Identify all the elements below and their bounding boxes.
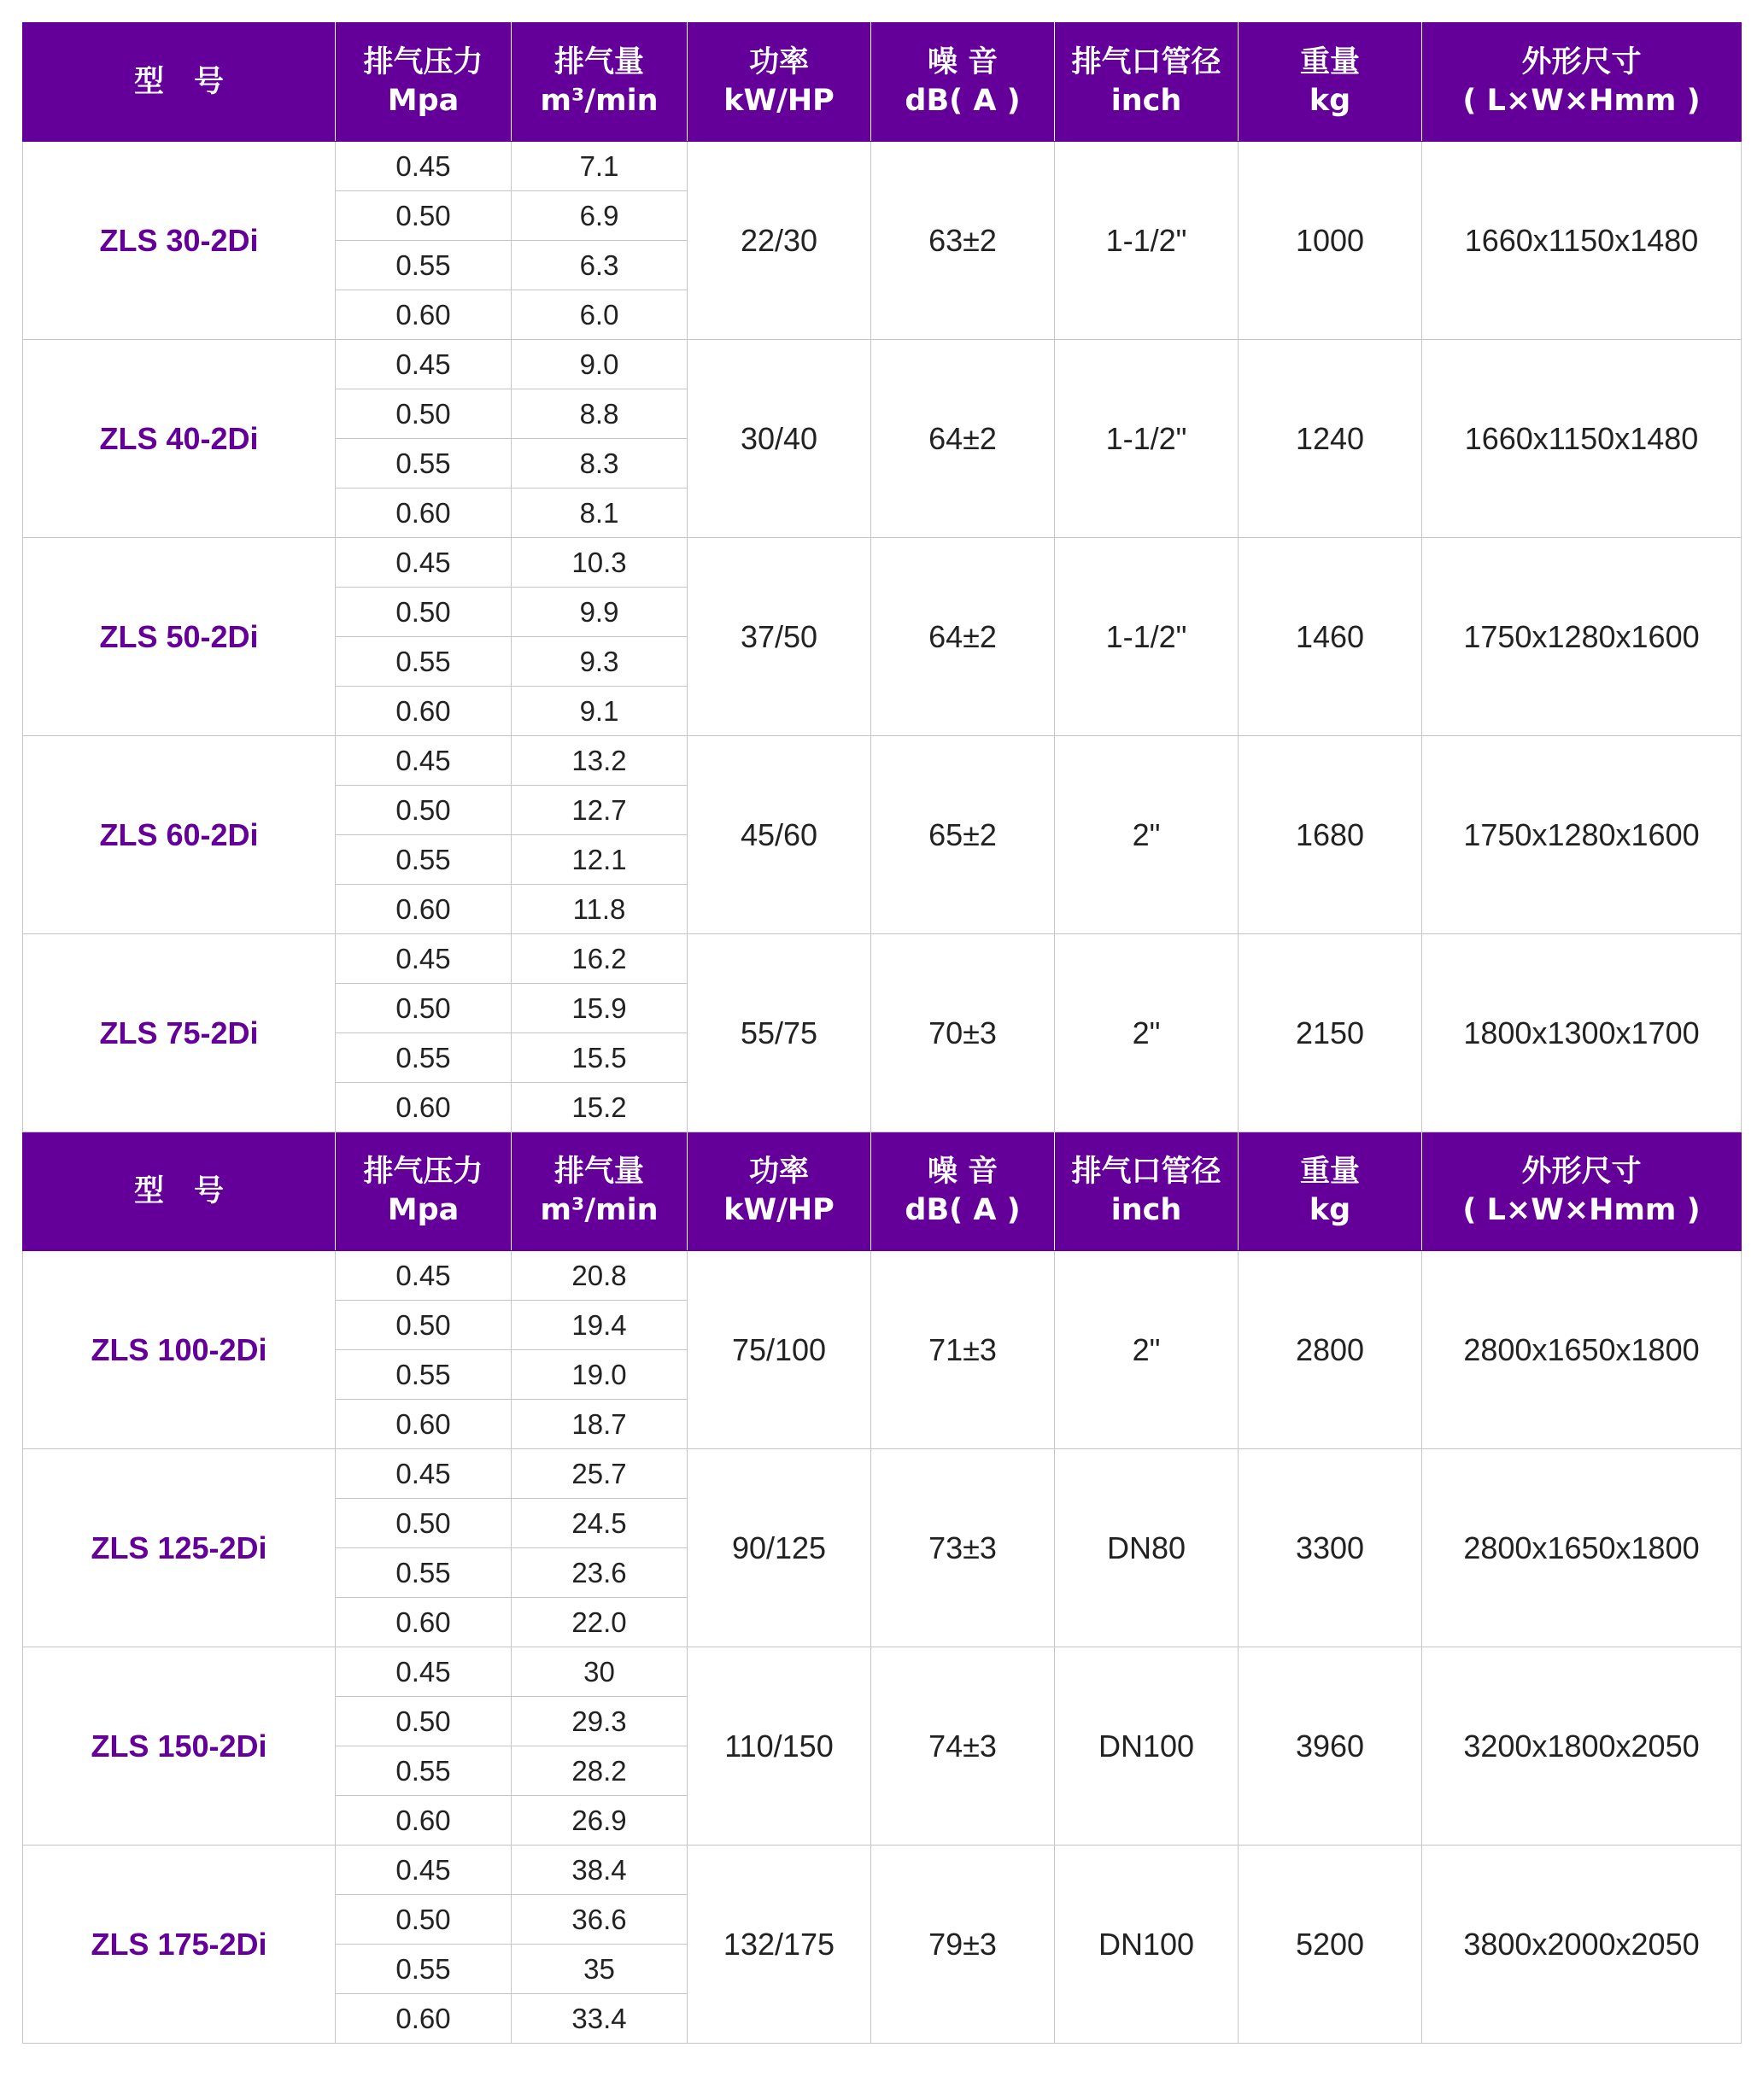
header-flow (512, 1132, 688, 1251)
power-cell: 30/40 (688, 340, 871, 538)
table-row (23, 340, 1742, 389)
dimensions-cell: 3800x2000x2050 (1422, 1846, 1742, 2044)
outlet-cell: 2" (1055, 736, 1239, 934)
flow-cell: 26.9 (512, 1796, 688, 1846)
flow-cell: 25.7 (512, 1449, 688, 1499)
pressure-cell: 0.60 (336, 1400, 512, 1449)
pressure-cell: 0.45 (336, 1846, 512, 1895)
pressure-cell: 0.55 (336, 835, 512, 885)
flow-cell: 19.0 (512, 1350, 688, 1400)
header-noise (871, 23, 1055, 142)
pressure-cell: 0.45 (336, 1251, 512, 1301)
pressure-cell: 0.55 (336, 439, 512, 488)
header-unit: m³/min (540, 1193, 659, 1227)
flow-cell: 8.3 (512, 439, 688, 488)
pressure-cell: 0.50 (336, 984, 512, 1033)
header-label: 重量 (1299, 45, 1360, 79)
weight-cell: 1460 (1239, 538, 1422, 736)
dimensions-cell: 2800x1650x1800 (1422, 1449, 1742, 1647)
flow-cell: 28.2 (512, 1746, 688, 1796)
flow-cell: 11.8 (512, 885, 688, 934)
header-dimensions (1422, 1132, 1742, 1251)
noise-cell: 74±3 (871, 1647, 1055, 1846)
pressure-cell: 0.45 (336, 1449, 512, 1499)
pressure-cell: 0.50 (336, 1301, 512, 1350)
header-label: 排气量 (553, 45, 644, 79)
pressure-cell: 0.50 (336, 786, 512, 835)
outlet-cell: 1-1/2" (1055, 340, 1239, 538)
weight-cell: 1240 (1239, 340, 1422, 538)
model-cell: ZLS 125-2Di (23, 1449, 336, 1647)
noise-cell: 64±2 (871, 538, 1055, 736)
header-label: 噪 音 (927, 45, 999, 79)
pressure-cell: 0.55 (336, 1350, 512, 1400)
weight-cell: 1000 (1239, 142, 1422, 340)
power-cell: 55/75 (688, 934, 871, 1132)
noise-cell: 71±3 (871, 1251, 1055, 1449)
header-label: 噪 音 (927, 1155, 999, 1189)
pressure-cell: 0.55 (336, 1746, 512, 1796)
header-label: 重量 (1299, 1155, 1360, 1189)
noise-cell: 64±2 (871, 340, 1055, 538)
power-cell: 90/125 (688, 1449, 871, 1647)
flow-cell: 6.0 (512, 290, 688, 340)
header-label: 排气口管径 (1071, 45, 1221, 79)
flow-cell: 15.9 (512, 984, 688, 1033)
table-row (23, 538, 1742, 588)
header-label: 外形尺寸 (1521, 1155, 1642, 1189)
dimensions-cell: 1800x1300x1700 (1422, 934, 1742, 1132)
flow-cell: 7.1 (512, 142, 688, 191)
header-label: 型 号 (133, 1173, 224, 1208)
model-cell: ZLS 175-2Di (23, 1846, 336, 2044)
header-unit: kW/HP (723, 84, 835, 118)
table-row (23, 1846, 1742, 1895)
model-cell: ZLS 50-2Di (23, 538, 336, 736)
header-unit: inch (1110, 84, 1182, 118)
table-row (23, 1251, 1742, 1301)
weight-cell: 5200 (1239, 1846, 1422, 2044)
flow-cell: 23.6 (512, 1548, 688, 1598)
noise-cell: 70±3 (871, 934, 1055, 1132)
outlet-cell: DN100 (1055, 1846, 1239, 2044)
weight-cell: 3300 (1239, 1449, 1422, 1647)
header-power (688, 23, 871, 142)
pressure-cell: 0.60 (336, 1796, 512, 1846)
weight-cell: 2150 (1239, 934, 1422, 1132)
header-unit: m³/min (540, 84, 659, 118)
model-cell: ZLS 40-2Di (23, 340, 336, 538)
flow-cell: 35 (512, 1945, 688, 1994)
flow-cell: 9.0 (512, 340, 688, 389)
outlet-cell: 2" (1055, 934, 1239, 1132)
pressure-cell: 0.55 (336, 637, 512, 687)
pressure-cell: 0.50 (336, 1499, 512, 1548)
pressure-cell: 0.60 (336, 290, 512, 340)
flow-cell: 20.8 (512, 1251, 688, 1301)
pressure-cell: 0.50 (336, 1895, 512, 1945)
table-row (23, 1449, 1742, 1499)
header-label: 功率 (748, 45, 809, 79)
header-unit: inch (1110, 1193, 1182, 1227)
header-unit: ( L×W×Hmm ) (1462, 84, 1701, 118)
power-cell: 37/50 (688, 538, 871, 736)
pressure-cell: 0.60 (336, 687, 512, 736)
flow-cell: 6.3 (512, 241, 688, 290)
flow-cell: 8.1 (512, 488, 688, 538)
pressure-cell: 0.50 (336, 389, 512, 439)
header-unit: ( L×W×Hmm ) (1462, 1193, 1701, 1227)
table-row (23, 934, 1742, 984)
model-cell: ZLS 60-2Di (23, 736, 336, 934)
pressure-cell: 0.45 (336, 934, 512, 984)
header-label: 排气压力 (363, 45, 483, 79)
flow-cell: 8.8 (512, 389, 688, 439)
outlet-cell: DN100 (1055, 1647, 1239, 1846)
flow-cell: 6.9 (512, 191, 688, 241)
header-weight (1239, 1132, 1422, 1251)
dimensions-cell: 1660x1150x1480 (1422, 340, 1742, 538)
pressure-cell: 0.60 (336, 488, 512, 538)
header-label: 型 号 (133, 64, 224, 99)
table-body (23, 23, 1742, 2044)
outlet-cell: 1-1/2" (1055, 538, 1239, 736)
pressure-cell: 0.55 (336, 241, 512, 290)
table-row (23, 736, 1742, 786)
pressure-cell: 0.45 (336, 736, 512, 786)
power-cell: 110/150 (688, 1647, 871, 1846)
pressure-cell: 0.60 (336, 1083, 512, 1132)
header-unit: dB( A ) (905, 84, 1021, 118)
flow-cell: 15.2 (512, 1083, 688, 1132)
dimensions-cell: 1660x1150x1480 (1422, 142, 1742, 340)
header-power (688, 1132, 871, 1251)
header-unit: kg (1309, 1193, 1351, 1227)
table-row (23, 142, 1742, 191)
header-row (23, 23, 1742, 142)
flow-cell: 33.4 (512, 1994, 688, 2044)
pressure-cell: 0.55 (336, 1548, 512, 1598)
dimensions-cell: 2800x1650x1800 (1422, 1251, 1742, 1449)
pressure-cell: 0.55 (336, 1945, 512, 1994)
model-cell: ZLS 100-2Di (23, 1251, 336, 1449)
header-unit: kW/HP (723, 1193, 835, 1227)
outlet-cell: 1-1/2" (1055, 142, 1239, 340)
flow-cell: 13.2 (512, 736, 688, 786)
flow-cell: 9.9 (512, 588, 688, 637)
flow-cell: 15.5 (512, 1033, 688, 1083)
pressure-cell: 0.60 (336, 1994, 512, 2044)
flow-cell: 24.5 (512, 1499, 688, 1548)
header-model (23, 23, 336, 142)
pressure-cell: 0.50 (336, 191, 512, 241)
header-noise (871, 1132, 1055, 1251)
pressure-cell: 0.55 (336, 1033, 512, 1083)
noise-cell: 73±3 (871, 1449, 1055, 1647)
pressure-cell: 0.50 (336, 588, 512, 637)
dimensions-cell: 1750x1280x1600 (1422, 538, 1742, 736)
flow-cell: 19.4 (512, 1301, 688, 1350)
power-cell: 45/60 (688, 736, 871, 934)
header-label: 外形尺寸 (1521, 45, 1642, 79)
weight-cell: 1680 (1239, 736, 1422, 934)
dimensions-cell: 1750x1280x1600 (1422, 736, 1742, 934)
table-row (23, 1647, 1742, 1697)
header-label: 排气压力 (363, 1155, 483, 1189)
weight-cell: 2800 (1239, 1251, 1422, 1449)
flow-cell: 9.1 (512, 687, 688, 736)
power-cell: 132/175 (688, 1846, 871, 2044)
header-weight (1239, 23, 1422, 142)
pressure-cell: 0.60 (336, 1598, 512, 1647)
pressure-cell: 0.45 (336, 1647, 512, 1697)
dimensions-cell: 3200x1800x2050 (1422, 1647, 1742, 1846)
flow-cell: 9.3 (512, 637, 688, 687)
header-flow (512, 23, 688, 142)
pressure-cell: 0.50 (336, 1697, 512, 1746)
model-cell: ZLS 75-2Di (23, 934, 336, 1132)
header-model (23, 1132, 336, 1251)
pressure-cell: 0.45 (336, 142, 512, 191)
weight-cell: 3960 (1239, 1647, 1422, 1846)
flow-cell: 22.0 (512, 1598, 688, 1647)
outlet-cell: DN80 (1055, 1449, 1239, 1647)
header-pressure (336, 1132, 512, 1251)
header-outlet (1055, 23, 1239, 142)
noise-cell: 79±3 (871, 1846, 1055, 2044)
header-unit: Mpa (387, 84, 460, 118)
header-dimensions (1422, 23, 1742, 142)
compressor-spec-table (22, 22, 1742, 2044)
flow-cell: 12.1 (512, 835, 688, 885)
header-outlet (1055, 1132, 1239, 1251)
header-unit: kg (1309, 84, 1351, 118)
header-label: 排气口管径 (1071, 1155, 1221, 1189)
flow-cell: 12.7 (512, 786, 688, 835)
outlet-cell: 2" (1055, 1251, 1239, 1449)
power-cell: 75/100 (688, 1251, 871, 1449)
flow-cell: 10.3 (512, 538, 688, 588)
flow-cell: 18.7 (512, 1400, 688, 1449)
header-unit: Mpa (387, 1193, 460, 1227)
pressure-cell: 0.60 (336, 885, 512, 934)
flow-cell: 36.6 (512, 1895, 688, 1945)
header-pressure (336, 23, 512, 142)
flow-cell: 29.3 (512, 1697, 688, 1746)
model-cell: ZLS 30-2Di (23, 142, 336, 340)
noise-cell: 65±2 (871, 736, 1055, 934)
power-cell: 22/30 (688, 142, 871, 340)
header-label: 功率 (748, 1155, 809, 1189)
model-cell: ZLS 150-2Di (23, 1647, 336, 1846)
header-unit: dB( A ) (905, 1193, 1021, 1227)
noise-cell: 63±2 (871, 142, 1055, 340)
flow-cell: 30 (512, 1647, 688, 1697)
header-label: 排气量 (553, 1155, 644, 1189)
flow-cell: 16.2 (512, 934, 688, 984)
flow-cell: 38.4 (512, 1846, 688, 1895)
pressure-cell: 0.45 (336, 340, 512, 389)
pressure-cell: 0.45 (336, 538, 512, 588)
header-row (23, 1132, 1742, 1251)
